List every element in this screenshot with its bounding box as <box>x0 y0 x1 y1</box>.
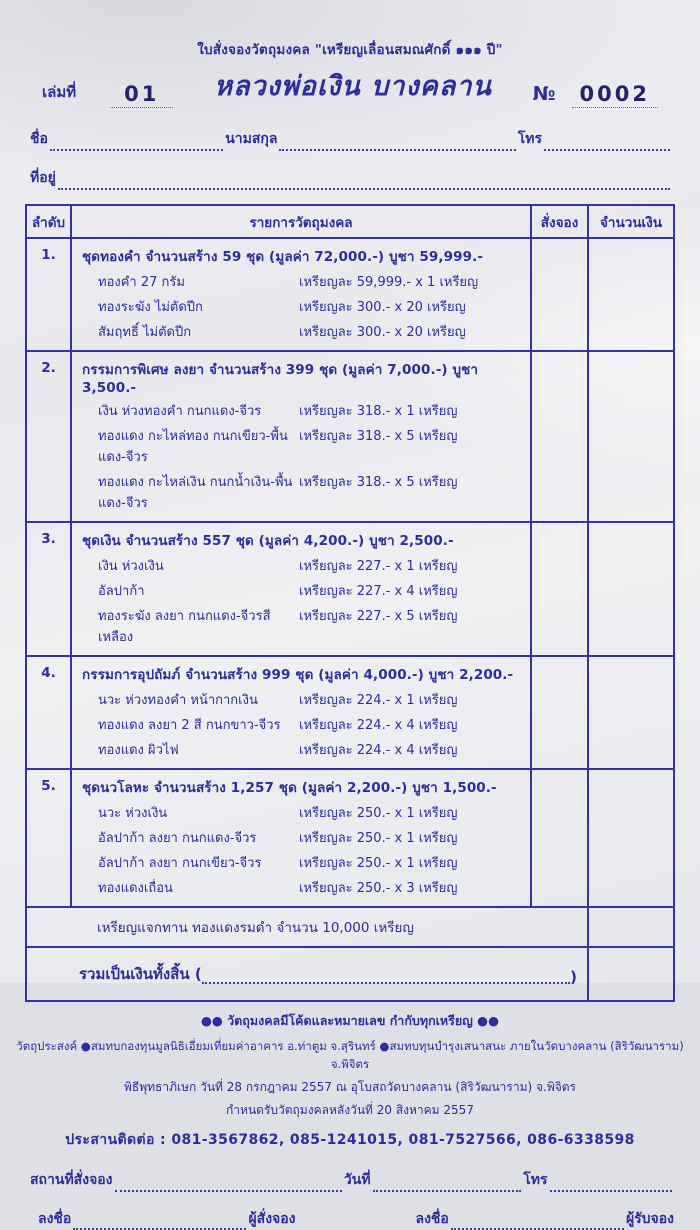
variant-price: เหรียญละ 227.- x 1 เหรียญ <box>299 559 458 574</box>
amount-cell <box>587 657 673 768</box>
row-index: 1. <box>41 247 56 263</box>
variant-price: เหรียญละ 224.- x 4 เหรียญ <box>299 743 458 758</box>
row-item-cell <box>70 523 530 655</box>
name-label: ชื่อ <box>30 131 48 147</box>
orderer-signature-field <box>73 1214 246 1230</box>
freebie-text: เหรียญแจกทาน ทองแดงรมดำ จำนวน 10,000 เหรียญ <box>97 920 414 936</box>
variant-price: เหรียญละ 318.- x 5 เหรียญ <box>299 429 458 444</box>
variant-desc: สัมฤทธิ์ ไม่ตัดปีก <box>98 325 192 340</box>
title-row <box>0 60 700 108</box>
book-number-label: เล่มที่ <box>42 83 77 101</box>
variant-desc: อัลปาก้า ลงยา กนกแดง-จีวร <box>98 831 257 846</box>
serial-number-label: № <box>532 83 556 105</box>
pickup-note: กำหนดรับวัตถุมงคลหลังวันที่ 20 สิงหาคม 2557 <box>226 1103 474 1117</box>
item-variant <box>82 271 524 292</box>
item-variant <box>82 425 524 467</box>
variant-desc: ทองระฆัง ไม่ตัดปีก <box>98 300 203 315</box>
order-qty-cell <box>530 352 587 521</box>
table-row <box>27 237 673 350</box>
serial-number-stamp: 0002 <box>572 82 658 108</box>
variant-price: เหรียญละ 250.- x 1 เหรียญ <box>299 856 458 871</box>
item-variant <box>82 689 524 710</box>
item-variant <box>82 714 524 735</box>
table-row <box>27 350 673 521</box>
variant-desc: ทองแดงเถื่อน <box>98 881 173 896</box>
col-header-amount: จำนวนเงิน <box>587 206 673 237</box>
item-variant <box>82 852 524 873</box>
freebie-row <box>27 906 673 946</box>
variant-price: เหรียญละ 318.- x 5 เหรียญ <box>299 475 458 490</box>
order-qty-cell <box>530 239 587 350</box>
code-note: ●● วัตถุมงคลมีโค้ดและหมายเลข กำกับทุกเหรียญ ●● <box>200 1013 500 1028</box>
amount-cell <box>587 948 673 1000</box>
variant-price: เหรียญละ 227.- x 5 เหรียญ <box>299 609 458 624</box>
total-row <box>27 946 673 1000</box>
receiver-label: ผู้รับจอง <box>625 1211 674 1227</box>
variant-price: เหรียญละ 250.- x 3 เหรียญ <box>299 881 458 896</box>
row-item-cell <box>70 352 530 521</box>
signature-row <box>0 1192 700 1230</box>
table-row <box>27 521 673 655</box>
order-date-field <box>373 1176 522 1192</box>
variant-price: เหรียญละ 250.- x 1 เหรียญ <box>299 831 458 846</box>
table-row <box>27 655 673 768</box>
row-item-cell <box>70 239 530 350</box>
col-header-order: สั่งจอง <box>530 206 587 237</box>
item-variant <box>82 321 524 342</box>
variant-desc: เงิน ห่วงทองคำ กนกแดง-จีวร <box>98 404 262 419</box>
variant-desc: ทองแดง ผิวไฟ <box>98 743 179 758</box>
sign-label-orderer: ลงชื่อ <box>38 1211 72 1227</box>
row-index: 4. <box>41 665 56 681</box>
amount-cell <box>587 352 673 521</box>
amount-cell <box>587 908 673 946</box>
contact-phones: ประสานติดต่อ : 081-3567862, 085-1241015, 081-7527566, 086-6338598 <box>65 1132 635 1148</box>
phone-label: โทร <box>517 131 542 147</box>
item-variant <box>82 827 524 848</box>
item-variant <box>82 296 524 317</box>
item-variant <box>82 802 524 823</box>
item-variant <box>82 739 524 760</box>
order-phone-label: โทร <box>523 1172 548 1188</box>
variant-price: เหรียญละ 318.- x 1 เหรียญ <box>299 404 458 419</box>
variant-desc: อัลปาก้า <box>98 584 145 599</box>
variant-desc: นวะ ห่วงเงิน <box>98 806 168 821</box>
variant-desc: นวะ ห่วงทองคำ หน้ากากเงิน <box>98 693 258 708</box>
variant-price: เหรียญละ 250.- x 1 เหรียญ <box>299 806 458 821</box>
order-qty-cell <box>530 770 587 906</box>
variant-price: เหรียญละ 300.- x 20 เหรียญ <box>299 300 466 315</box>
item-set-title: ชุดนวโลหะ จำนวนสร้าง 1,257 ชุด (มูลค่า 2,200.-) บูชา 1,500.- <box>82 780 497 796</box>
amount-cell <box>587 523 673 655</box>
variant-desc: ทองคำ 27 กรัม <box>98 275 185 290</box>
purpose-note: วัตถุประสงค์ ●สมทบกองทุนมูลนิธิเอี่ยมเที่ยมค่าอาคาร อ.ท่าตูม จ.สุรินทร์ ●สมทบทุนบำรุงเสนาสนะ ภายในวัดบางคลาน (สิริวัฒนาราม) จ.พิจิตร <box>16 1039 684 1071</box>
address-field <box>58 174 670 190</box>
row-item-cell <box>70 657 530 768</box>
item-variant <box>82 605 524 647</box>
col-header-item: รายการวัตถุมงคล <box>70 206 530 237</box>
order-date-label: วันที่ <box>343 1172 371 1188</box>
customer-address-row <box>0 151 700 190</box>
variant-desc: ทองระฆัง ลงยา กนกแดง-จีวรสีเหลือง <box>98 609 271 645</box>
variant-price: เหรียญละ 224.- x 1 เหรียญ <box>299 693 458 708</box>
total-cell <box>27 948 587 1000</box>
variant-desc: เงิน ห่วงเงิน <box>98 559 164 574</box>
variant-desc: อัลปาก้า ลงยา กนกเขียว-จีวร <box>98 856 262 871</box>
amount-cell <box>587 239 673 350</box>
table-row <box>27 768 673 906</box>
receiver-signature-field <box>451 1214 624 1230</box>
order-place-field <box>115 1176 342 1192</box>
col-header-index: ลำดับ <box>31 215 66 231</box>
item-set-title: กรรมการอุปถัมภ์ จำนวนสร้าง 999 ชุด (มูลค่า 4,000.-) บูชา 2,200.- <box>82 667 514 683</box>
book-number-stamp: 01 <box>110 82 173 108</box>
variant-price: เหรียญละ 227.- x 4 เหรียญ <box>299 584 458 599</box>
orderer-label: ผู้สั่งจอง <box>248 1211 296 1227</box>
order-place-row <box>0 1151 700 1192</box>
ceremony-note: พิธีพุทธาภิเษก วันที่ 28 กรกฎาคม 2557 ณ อุโบสถวัดบางคลาน (สิริวัฒนาราม) จ.พิจิตร <box>123 1080 577 1094</box>
row-index: 2. <box>41 360 56 376</box>
total-close-paren: ) <box>570 968 577 986</box>
variant-price: เหรียญละ 59,999.- x 1 เหรียญ <box>299 275 479 290</box>
row-item-cell <box>70 770 530 906</box>
item-set-title: ชุดทองคำ จำนวนสร้าง 59 ชุด (มูลค่า 72,000.-) บูชา 59,999.- <box>82 249 484 265</box>
table-header-row <box>27 206 673 237</box>
page-title: หลวงพ่อเงิน บางคลาน <box>214 71 492 102</box>
surname-label: นามสกุล <box>225 131 278 147</box>
address-label: ที่อยู่ <box>30 170 56 186</box>
total-label: รวมเป็นเงินทั้งสิ้น ( <box>79 965 202 983</box>
item-set-title: กรรมการพิเศษ ลงยา จำนวนสร้าง 399 ชุด (มูลค่า 7,000.-) บูชา 3,500.- <box>82 362 479 396</box>
name-field <box>50 135 223 151</box>
variant-desc: ทองแดง ลงยา 2 สี กนกขาว-จีวร <box>98 718 281 733</box>
variant-price: เหรียญละ 300.- x 20 เหรียญ <box>299 325 466 340</box>
order-place-label: สถานที่สั่งจอง <box>30 1172 113 1188</box>
item-variant <box>82 555 524 576</box>
item-variant <box>82 580 524 601</box>
item-variant <box>82 471 524 513</box>
total-amount-field <box>202 968 570 984</box>
sign-label-receiver: ลงชื่อ <box>415 1211 449 1227</box>
order-table <box>25 204 675 1002</box>
customer-name-row <box>0 108 700 151</box>
row-index: 3. <box>41 531 56 547</box>
amount-cell <box>587 770 673 906</box>
order-qty-cell <box>530 523 587 655</box>
item-set-title: ชุดเงิน จำนวนสร้าง 557 ชุด (มูลค่า 4,200.-) บูชา 2,500.- <box>82 533 454 549</box>
form-subtitle: ใบสั่งจองวัตถุมงคล "เหรียญเลื่อนสมณศักดิ์ ๑๑๑ ปี" <box>197 42 503 58</box>
variant-desc: ทองแดง กะไหล่ทอง กนกเขียว-พื้นแดง-จีวร <box>98 429 288 465</box>
variant-price: เหรียญละ 224.- x 4 เหรียญ <box>299 718 458 733</box>
order-qty-cell <box>530 657 587 768</box>
item-variant <box>82 400 524 421</box>
order-phone-field <box>550 1176 672 1192</box>
row-index: 5. <box>41 778 56 794</box>
variant-desc: ทองแดง กะไหล่เงิน กนกน้ำเงิน-พื้นแดง-จีวร <box>98 475 293 511</box>
surname-field <box>279 135 515 151</box>
phone-field <box>544 135 670 151</box>
item-variant <box>82 877 524 898</box>
